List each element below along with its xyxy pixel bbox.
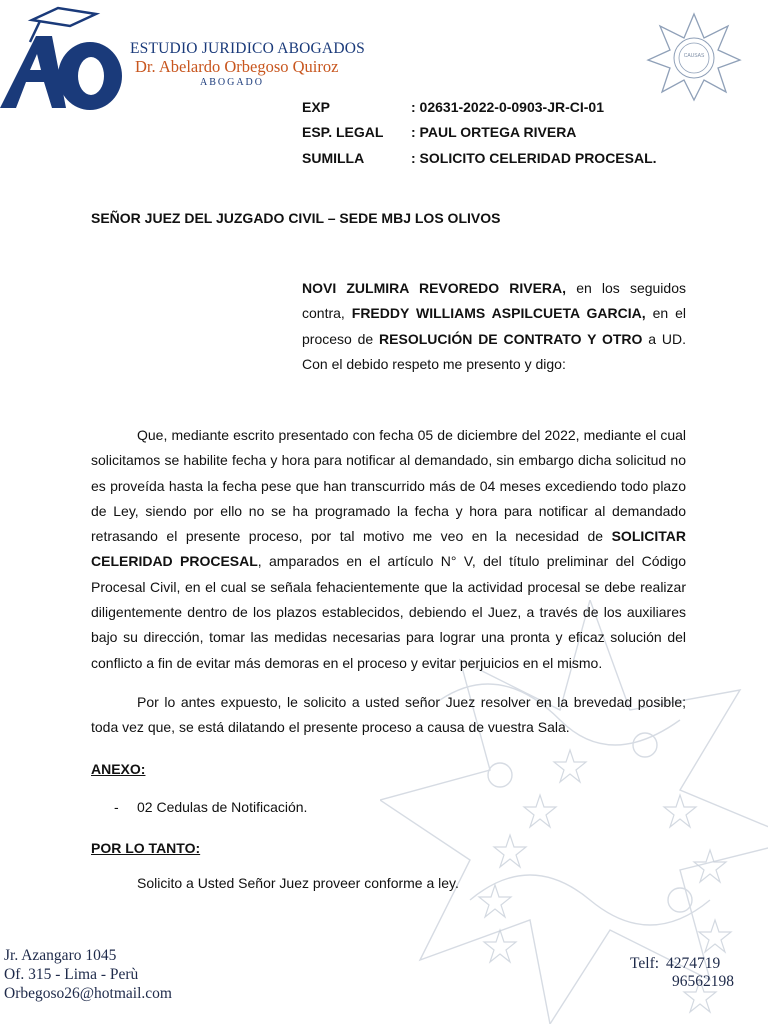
footer-address-2: Of. 315 - Lima - Perù — [4, 966, 139, 983]
defendant-name: FREDDY WILLIAMS ASPILCUETA GARCIA, — [351, 305, 646, 322]
closing-heading: POR LO TANTO: — [91, 840, 201, 856]
footer-phone-label: Telf: — [630, 955, 660, 972]
intro-paragraph: NOVI ZULMIRA REVOREDO RIVERA, en los seguidos contra, FREDDY WILLIAMS ASPILCUETA GARCIA, en el proceso de RESOLUCIÓN DE CONTRATO Y OTRO a UD. Con el debido respeto me presento y digo: — [302, 280, 686, 372]
esp-legal-label: ESP. LEGAL — [302, 124, 384, 140]
seal-text: CAUSAS — [683, 53, 705, 59]
exp-label: EXP — [302, 99, 331, 115]
body-paragraph-1: Que, mediante escrito presentado con fecha 05 de diciembre del 2022, mediante el cual solicitamos se habilite fecha y hora para notificar al demandado, sin embargo dicha solicitud no es proveída hasta la fecha pese que han transcurrido más de 04 meses excediendo todo plazo de Ley, siendo por ello no se ha programado la fecha y hora para notificar al demandado retrasando el presente proceso, por tal motivo me veo en la necesidad de SOLICITAR CELERIDAD PROCESAL, amparados en el artículo N° V, del título preliminar del Código Procesal Civil, en el cual se señala fehacientemente que la actividad procesal se debe realizar diligentemente dentro de los plazos establecidos, debiendo el Juez, a través de los auxiliares bajo su dirección, tomar las medidas necesarias para lograr una pronta y eficaz solución del conflicto a fin de evitar más demoras en el proceso y evitar perjuicios en el mismo. — [91, 427, 686, 671]
firm-name: ESTUDIO JURIDICO ABOGADOS — [130, 40, 365, 57]
footer-email: Orbegoso26@hotmail.com — [4, 985, 172, 1002]
closing-text: Solicito a Usted Señor Juez proveer conforme a ley. — [137, 875, 459, 891]
firm-logo — [0, 2, 126, 110]
process-name: RESOLUCIÓN DE CONTRATO Y OTRO — [379, 330, 643, 347]
sumilla-label: SUMILLA — [302, 150, 365, 166]
exp-value: : 02631-2022-0-0903-JR-CI-01 — [411, 99, 604, 115]
annex-bullet: - — [114, 799, 119, 815]
footer-phone-1: 4274719 — [666, 955, 721, 972]
footer-address-1: Jr. Azangaro 1045 — [4, 947, 117, 964]
sumilla-value: : SOLICITO CELERIDAD PROCESAL. — [411, 150, 657, 166]
plaintiff-name: NOVI ZULMIRA REVOREDO RIVERA, — [302, 280, 567, 296]
annex-heading: ANEXO: — [91, 761, 146, 777]
body-paragraph-2: Por lo antes expuesto, le solicito a usted señor Juez resolver en la brevedad posible; toda vez que, se está dilatando el presente proceso a causa de vuestra Sala. — [91, 694, 686, 736]
esp-legal-value: : PAUL ORTEGA RIVERA — [411, 124, 577, 140]
lawyer-name: Dr. Abelardo Orbegoso Quiroz — [135, 57, 339, 76]
addressee: SEÑOR JUEZ DEL JUZGADO CIVIL – SEDE MBJ LOS OLIVOS — [91, 210, 501, 226]
lawyer-title: ABOGADO — [200, 77, 264, 88]
footer-phone-2: 96562198 — [672, 973, 734, 990]
annex-item: 02 Cedulas de Notificación. — [137, 799, 308, 815]
